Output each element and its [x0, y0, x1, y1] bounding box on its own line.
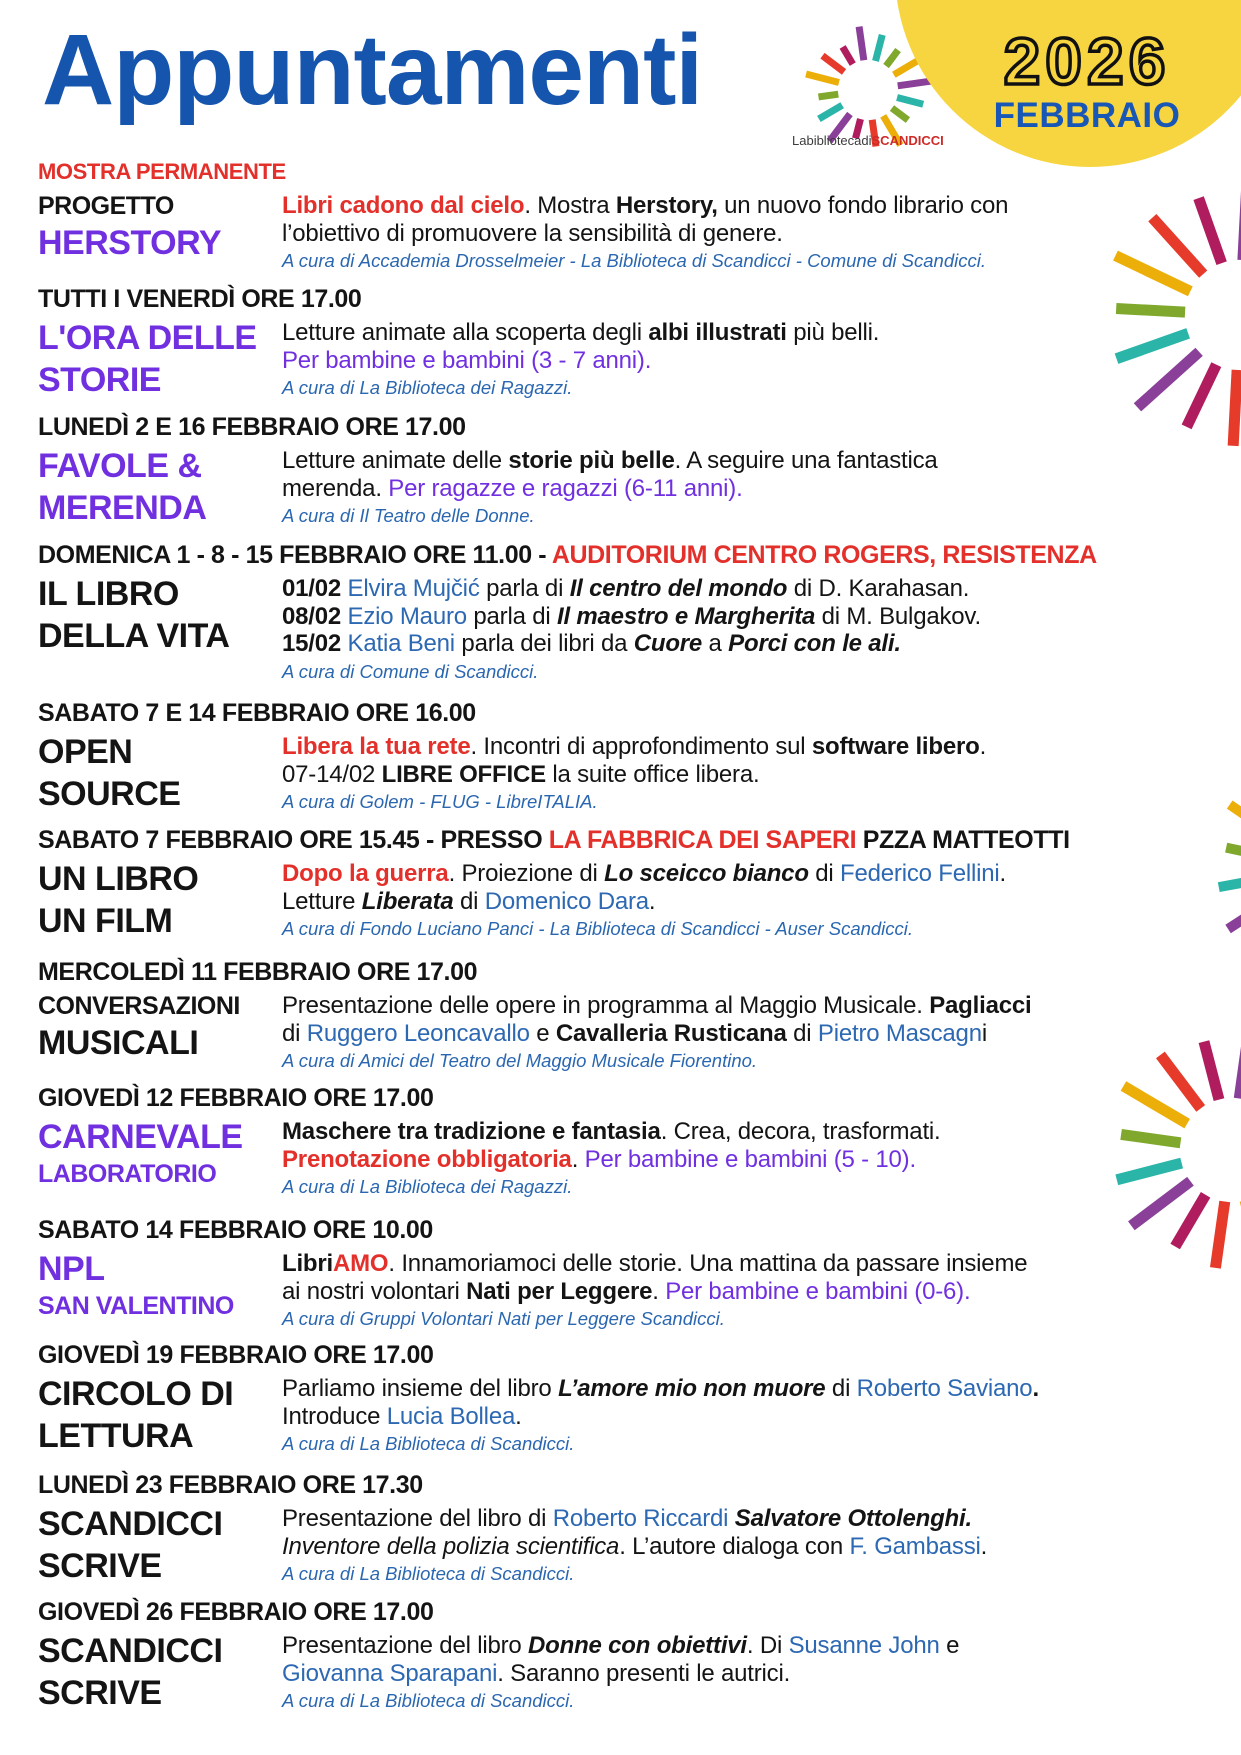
event-row — [38, 1502, 1241, 1587]
event-datetime-header — [38, 1470, 1241, 1500]
event-description-text: e — [939, 1632, 960, 1659]
event-title: STORIE — [38, 361, 161, 399]
event-description-line — [282, 1118, 1241, 1146]
event-description-text: . — [979, 733, 987, 760]
event-description-text: più belli. — [786, 319, 880, 346]
event-section — [38, 412, 1241, 529]
event-description-text: Letture animate delle — [282, 447, 509, 474]
event-section — [38, 1340, 1241, 1457]
event-row — [38, 1372, 1241, 1457]
event-row — [38, 857, 1241, 942]
event-curator: A cura di Fondo Luciano Panci - La Biblioteca di Scandicci - Auser Scandicci. — [282, 918, 914, 939]
event-datetime-header — [38, 157, 1241, 187]
event-description-text: un nuovo fondo librario con — [717, 192, 1009, 219]
event-row — [38, 444, 1241, 529]
event-description-text: . A seguire una fantastica — [674, 447, 938, 474]
event-title-column — [38, 1115, 282, 1200]
event-description-text: Nati per Leggere — [466, 1277, 653, 1305]
event-description-line — [282, 447, 1241, 475]
event-title: HERSTORY — [38, 224, 222, 262]
event-title: SCRIVE — [38, 1674, 162, 1712]
event-datetime-header — [38, 825, 1241, 855]
event-description-line — [282, 220, 1241, 248]
event-description-line — [282, 1533, 1241, 1561]
event-curator: A cura di La Biblioteca di Scandicci. — [282, 1690, 575, 1711]
event-description-text: . Incontri di approfondimento sul — [470, 733, 812, 760]
event-description-line — [282, 319, 1241, 347]
event-title-column — [38, 444, 282, 529]
event-details-column — [282, 1372, 1241, 1457]
event-description-text: storie più belle — [508, 447, 675, 474]
event-description-text: AMO — [333, 1250, 389, 1277]
event-curator: A cura di La Biblioteca di Scandicci. — [282, 1433, 575, 1454]
event-header-text: SABATO 7 E 14 FEBBRAIO ORE 16.00 — [38, 699, 476, 727]
event-header-text: GIOVEDÌ 12 FEBBRAIO ORE 17.00 — [38, 1084, 434, 1112]
event-description-line — [282, 630, 1241, 658]
event-description-text: Lo sceicco bianco — [604, 860, 809, 887]
event-details-column — [282, 316, 1241, 401]
event-row — [38, 316, 1241, 401]
event-title-column — [38, 1372, 282, 1457]
event-curator: A cura di Amici del Teatro del Maggio Musicale Fiorentino. — [282, 1050, 758, 1071]
event-description-text: di M. Bulgakov. — [815, 602, 981, 630]
event-curator: A cura di La Biblioteca di Scandicci. — [282, 1563, 575, 1584]
event-header-text: LUNEDÌ 2 E 16 FEBBRAIO ORE 17.00 — [38, 413, 466, 441]
event-description-text: di D. Karahasan. — [787, 575, 970, 602]
event-description-text: Letture — [282, 887, 362, 915]
event-description-text: di — [808, 860, 841, 887]
event-description-text: Il centro del mondo — [569, 575, 788, 602]
event-description-text: Lucia Bollea — [386, 1402, 516, 1430]
event-datetime-header — [38, 1215, 1241, 1245]
event-title: DELLA VITA — [38, 617, 230, 655]
event-curator: A cura di Gruppi Volontari Nati per Leggere Scandicci. — [282, 1308, 725, 1329]
event-header-text: MERCOLEDÌ 11 FEBBRAIO ORE 17.00 — [38, 958, 478, 986]
event-curator: A cura di Comune di Scandicci. — [282, 660, 539, 682]
event-description-text: . — [1032, 1375, 1039, 1402]
event-title: SCANDICCI — [38, 1632, 223, 1670]
badge-year: 2026 — [1003, 24, 1171, 98]
event-description-text: Katia Beni — [347, 630, 455, 657]
event-row — [38, 1629, 1241, 1714]
event-description-text: Inventore della polizia scientifica — [282, 1532, 620, 1560]
event-description-line — [282, 603, 1241, 631]
event-description-text: Donne con obiettivi — [528, 1632, 747, 1659]
event-datetime-header — [38, 1083, 1241, 1113]
event-description-line — [282, 1403, 1241, 1431]
event-datetime-header — [38, 540, 1241, 570]
event-description-text: i — [981, 1019, 987, 1047]
event-description-text: . L’autore dialoga con — [619, 1532, 850, 1560]
event-description-text: 08/02 — [282, 602, 348, 630]
event-description-text: di — [786, 1019, 818, 1047]
event-description-text: Cavalleria Rusticana — [555, 1019, 787, 1047]
event-description-text: Per bambine e bambini (5 - 10). — [584, 1145, 916, 1173]
event-curator: A cura di La Biblioteca dei Ragazzi. — [282, 377, 573, 398]
event-description-line — [282, 1660, 1241, 1688]
event-description-text: Parliamo insieme del libro — [282, 1375, 559, 1402]
event-description-text: . Proiezione di — [448, 860, 605, 887]
event-description-text: Presentazione delle opere in programma al Maggio Musicale. — [282, 992, 930, 1019]
event-description-text: Domenico Dara — [484, 887, 649, 915]
event-title: PROGETTO — [38, 192, 174, 220]
event-title: SCRIVE — [38, 1547, 162, 1585]
event-description-text: Pagliacci — [929, 992, 1032, 1019]
event-description-text: . — [515, 1402, 522, 1430]
event-description-text: . — [980, 1532, 988, 1560]
event-row — [38, 189, 1241, 274]
event-details-column — [282, 1629, 1241, 1714]
event-row — [38, 572, 1241, 685]
event-header-text: SABATO 14 FEBBRAIO ORE 10.00 — [38, 1216, 433, 1244]
event-description-text: Ezio Mauro — [347, 602, 467, 630]
event-section — [38, 1215, 1241, 1332]
event-description-text: Libri cadono dal cielo — [282, 192, 525, 219]
event-description-text: . — [999, 860, 1007, 887]
event-datetime-header — [38, 698, 1241, 728]
event-title: OPEN — [38, 733, 133, 771]
event-description-line — [282, 860, 1241, 888]
event-description-text: Prenotazione obbligatoria — [282, 1145, 572, 1173]
event-description-text: Presentazione del libro — [282, 1632, 529, 1659]
event-title-column — [38, 989, 282, 1074]
event-description-text: la suite office libera. — [545, 760, 760, 788]
event-description-line — [282, 1250, 1241, 1278]
event-section — [38, 1597, 1241, 1714]
event-description-text: Pietro Mascagn — [817, 1019, 982, 1047]
event-description-text: Introduce — [282, 1402, 387, 1430]
event-description-text: Presentazione del libro di — [282, 1505, 553, 1532]
event-description-text: Per bambine e bambini (3 - 7 anni). — [282, 346, 652, 374]
event-description-line — [282, 888, 1241, 916]
event-description-text: . — [648, 887, 656, 915]
event-title: CONVERSAZIONI — [38, 992, 240, 1020]
event-description-text: di — [282, 1019, 307, 1047]
event-title: UN LIBRO — [38, 860, 199, 898]
event-description-line — [282, 1146, 1241, 1174]
event-description-text: parla di — [466, 602, 557, 630]
event-row — [38, 1115, 1241, 1200]
event-description-line — [282, 1375, 1241, 1403]
logo-caption-prefix: Labibliotecadi — [792, 133, 872, 148]
event-header-text: TUTTI I VENERDÌ ORE 17.00 — [38, 285, 362, 313]
event-title: CIRCOLO DI — [38, 1375, 234, 1413]
event-section — [38, 284, 1241, 401]
event-description-text: Liberata — [361, 887, 454, 915]
event-description-text: . Mostra — [524, 192, 616, 219]
event-description-text: Ruggero Leoncavallo — [306, 1019, 530, 1047]
event-description-text: . Di — [746, 1632, 789, 1659]
event-datetime-header — [38, 284, 1241, 314]
event-section — [38, 157, 1241, 274]
event-header-text: AUDITORIUM CENTRO ROGERS, RESISTENZA — [551, 541, 1097, 569]
event-header-text: GIOVEDÌ 26 FEBBRAIO ORE 17.00 — [38, 1598, 434, 1626]
event-row — [38, 1247, 1241, 1332]
event-details-column — [282, 989, 1241, 1074]
event-header-text: LUNEDÌ 23 FEBBRAIO ORE 17.30 — [38, 1471, 423, 1499]
event-datetime-header — [38, 1340, 1241, 1370]
event-details-column — [282, 1115, 1241, 1200]
event-description-text: parla di — [479, 575, 570, 602]
event-description-text: Il maestro e Margherita — [556, 602, 816, 630]
event-title: L'ORA DELLE — [38, 319, 257, 357]
event-details-column — [282, 572, 1241, 685]
event-title: SCANDICCI — [38, 1505, 223, 1543]
event-description-line — [282, 1020, 1241, 1048]
event-description-text: 07-14/02 — [282, 760, 382, 788]
event-description-text: . — [652, 1277, 666, 1305]
event-details-column — [282, 444, 1241, 529]
event-description-text: Maschere tra tradizione e fantasia — [282, 1118, 661, 1145]
event-description-text: di — [453, 887, 485, 915]
event-description-line — [282, 575, 1241, 603]
event-description-text: Giovanna Sparapani — [282, 1659, 498, 1687]
event-header-text: LA FABBRICA DEI SAPERI — [548, 826, 857, 854]
event-section — [38, 825, 1241, 942]
event-description-text: Roberto Saviano — [856, 1375, 1033, 1402]
event-description-text: albi illustrati — [648, 319, 787, 346]
event-description-text: Susanne John — [788, 1632, 940, 1659]
event-details-column — [282, 1502, 1241, 1587]
event-title-column — [38, 316, 282, 401]
event-description-text: L’amore mio non muore — [558, 1375, 826, 1402]
event-description-line — [282, 992, 1241, 1020]
event-title-column — [38, 1502, 282, 1587]
event-description-text: di — [825, 1375, 857, 1402]
event-title: IL LIBRO — [38, 575, 179, 613]
event-title: SAN VALENTINO — [38, 1292, 234, 1320]
event-description-text: Elvira Mujčić — [347, 575, 480, 602]
event-description-line — [282, 1632, 1241, 1660]
event-title-column — [38, 572, 282, 685]
event-description-line — [282, 192, 1241, 220]
event-datetime-header — [38, 412, 1241, 442]
event-details-column — [282, 189, 1241, 274]
event-row — [38, 989, 1241, 1074]
event-description-text: . Saranno presenti le autrici. — [497, 1659, 791, 1687]
event-description-text: Roberto Riccardi — [552, 1505, 729, 1532]
event-description-line — [282, 733, 1241, 761]
event-description-text: Per bambine e bambini (0-6). — [665, 1277, 971, 1305]
event-description-line — [282, 1278, 1241, 1306]
badge-month: FEBBRAIO — [993, 96, 1181, 135]
event-title: MUSICALI — [38, 1024, 199, 1062]
event-description-text: Per ragazze e ragazzi (6-11 anni). — [388, 474, 743, 502]
event-section — [38, 957, 1241, 1074]
event-curator: A cura di Il Teatro delle Donne. — [282, 505, 535, 526]
event-title: FAVOLE & — [38, 447, 202, 485]
event-description-text: F. Gambassi — [849, 1532, 981, 1560]
event-description-text: Salvatore Ottolenghi. — [734, 1505, 972, 1532]
event-section — [38, 1083, 1241, 1200]
event-datetime-header — [38, 1597, 1241, 1627]
event-header-text: SABATO 7 FEBBRAIO ORE 15.45 - PRESSO — [38, 826, 549, 854]
event-description-text: Porci con le ali. — [728, 630, 901, 657]
event-title: CARNEVALE — [38, 1118, 243, 1156]
event-title: NPL — [38, 1250, 105, 1288]
event-header-text: DOMENICA 1 - 8 - 15 FEBBRAIO ORE 11.00 - — [38, 541, 552, 569]
event-description-text: software libero — [811, 733, 980, 760]
event-title: SOURCE — [38, 775, 181, 813]
event-section — [38, 540, 1241, 685]
event-details-column — [282, 857, 1241, 942]
event-description-text: e — [529, 1019, 556, 1047]
event-description-text: 01/02 — [282, 575, 348, 602]
event-title-column — [38, 857, 282, 942]
event-description-text: Federico Fellini — [840, 860, 1000, 887]
event-description-text: Cuore — [633, 630, 703, 657]
event-description-line — [282, 475, 1241, 503]
event-description-text: LIBRE OFFICE — [381, 760, 546, 788]
event-header-text: GIOVEDÌ 19 FEBBRAIO ORE 17.00 — [38, 1341, 434, 1369]
event-description-text: . Crea, decora, trasformati. — [660, 1118, 941, 1145]
event-description-text: Dopo la guerra — [282, 860, 449, 887]
event-section — [38, 1470, 1241, 1587]
event-description-text: Letture animate alla scoperta degli — [282, 319, 649, 346]
event-description-text: . — [571, 1145, 585, 1173]
event-description-text: parla dei libri da — [454, 630, 634, 657]
event-curator: A cura di La Biblioteca dei Ragazzi. — [282, 1176, 573, 1197]
poster-title: Appuntamenti — [42, 14, 703, 126]
event-title-column — [38, 189, 282, 274]
event-description-text: . Innamoriamoci delle storie. Una mattina da passare insieme — [388, 1250, 1028, 1277]
event-title: MERENDA — [38, 489, 207, 527]
event-description-text: 15/02 — [282, 630, 348, 657]
event-description-text: Libri — [282, 1250, 333, 1277]
event-description-text: Libera la tua rete — [282, 733, 471, 760]
event-curator: A cura di Golem - FLUG - LibreITALIA. — [282, 791, 598, 812]
event-title: LETTURA — [38, 1417, 194, 1455]
event-datetime-header — [38, 957, 1241, 987]
event-description-line — [282, 347, 1241, 375]
event-description-text: a — [702, 630, 729, 657]
event-title: UN FILM — [38, 902, 173, 940]
logo-caption-brand: SCANDICCI — [871, 133, 944, 148]
event-curator: A cura di Accademia Drosselmeier - La Biblioteca di Scandicci - Comune di Scandicci. — [282, 250, 986, 271]
event-details-column — [282, 1247, 1241, 1332]
event-details-column — [282, 730, 1241, 815]
event-description-text: l’obiettivo di promuovere la sensibilità di genere. — [282, 219, 783, 247]
event-description-text: ai nostri volontari — [282, 1277, 467, 1305]
event-title-column — [38, 1629, 282, 1714]
event-header-text: PZZA MATTEOTTI — [856, 826, 1070, 854]
event-section — [38, 698, 1241, 815]
event-description-line — [282, 1505, 1241, 1533]
event-title: LABORATORIO — [38, 1160, 217, 1188]
event-row — [38, 730, 1241, 815]
event-description-text: Herstory, — [615, 192, 718, 219]
event-title-column — [38, 730, 282, 815]
event-title-column — [38, 1247, 282, 1332]
event-description-text: merenda. — [282, 474, 389, 502]
event-description-line — [282, 761, 1241, 789]
event-header-text: MOSTRA PERMANENTE — [38, 159, 286, 184]
